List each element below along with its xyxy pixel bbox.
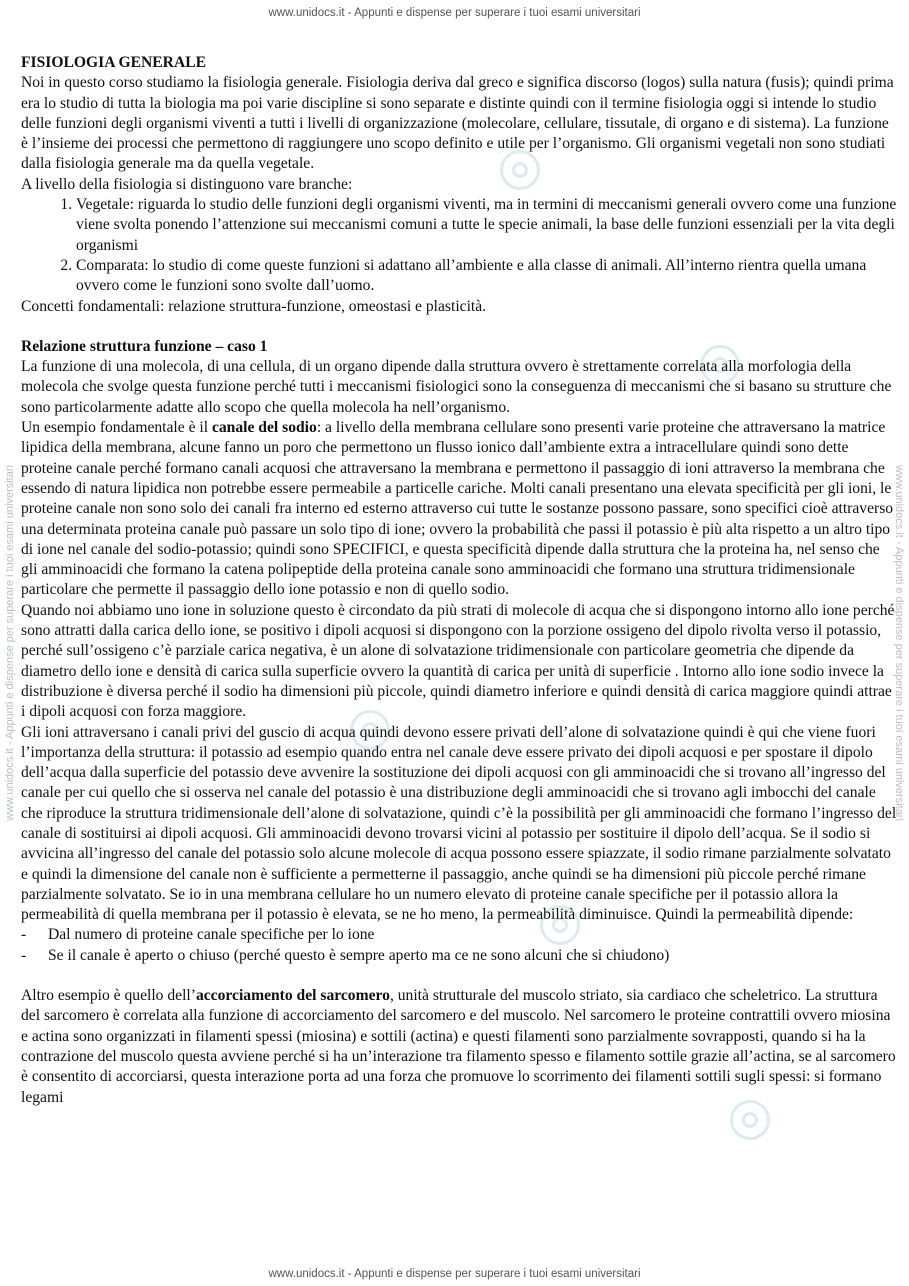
intro-paragraph: Noi in questo corso studiamo la fisiologia generale. Fisiologia deriva dal greco e significa discorso (logos) sulla natura (fusis); quindi prima era lo studio di tutta la biologia ma poi varie discipline si sono separate e distinte quindi con il termine fisiologia oggi si intende lo studio delle funzioni degli organismi viventi a tutti i livelli di organizzazione (molecolare, cellulare, tissutale, di organo e di sistema). La funzione è l’insieme dei processi che permettono di raggiungere uno scopo definito e utile per l’organismo. Gli organismi vegetali non sono studiati dalla fisiologia generale ma da quella vegetale. — [21, 74, 894, 173]
keyword: accorciamento del sarcomero — [195, 987, 390, 1005]
document-title: FISIOLOGIA GENERALE — [21, 54, 207, 71]
paragraph: Quando noi abbiamo uno ione in soluzione questo è circondato da più strati di molecole di acqua che si dispongono intorno allo ione perché sono attratti dalla carica dello ione, se positivo i dipoli acquosi si dispongono con la porzione ossigeno del dipolo rivolta verso il potassio, perché sull’ossigeno c’è parziale carica negativa, è un alone di solvatazione tridimensionale con particolare geometria che dipende da diametro dello ione e densità di carica sulla superficie ovvero la quantità di carica per unità di superficie . Intorno allo ione sodio invece la distribuzione è diversa perché il sodio ha dimensioni più piccole, quindi diametro inferiore e quindi densità di carica maggiore quindi attrae i dipoli acquosi con forza maggiore. — [21, 601, 895, 721]
paragraph: Gli ioni attraversano i canali privi del guscio di acqua quindi devono essere privati dell’alone di solvatazione quindi è qui che viene fuori l’importanza della struttura: il potassio ad esempio quando entra nel canale deve essere privato dei dipoli acquosi e per spostare il dipolo dell’acqua dalla superficie del potassio deve avvenire la sostituzione dei dipoli acquosi con gli amminoacidi che si trovano all’ingresso del canale per cui quello che si osserva nel canale del potassio è una distribuzione degli amminoacidi che si trovano agli imbocchi del canale che riproduce la struttura tridimensionale dell’alone di solvatazione, quindi c’è la possibilità per gli amminoacidi che formano l’ingresso del canale di sostituirsi ai dipoli acquosi. Gli amminoacidi devono trovarsi vicini al potassio per sostituire il dipolo dell’acqua. Se il sodio si avvicina all’ingresso del canale del potassio solo alcune molecole di acqua possono essere spiazzate, il sodio rimane parzialmente solvatato e quindi la dimensione del canale non è sufficiente a permetterne il passaggio, anche quindi se ha dimensioni più piccole perché rimane parzialmente solvatato. Se io in una membrana cellulare ho un numero elevato di proteine canale specifiche per il potassio allora la permeabilità di quella membrana per il potassio è elevata, se ne ho meno, la permeabilità diminuisce. Quindi la permeabilità dipende: — [21, 723, 897, 924]
list-item: 2. Comparata: lo studio di come queste funzioni si adattano all’ambiente e alla classe di animali. All’interno rientra quella umana ovvero come le funzioni sono svolte dall’uomo. — [76, 256, 899, 297]
side-watermark-left: www.unidocs.it - Appunti e dispense per superare i tuoi esami universitari — [4, 465, 16, 821]
list-item: - Se il canale è aperto o chiuso (perché questo è sempre aperto ma ce ne sono alcuni che si chiudono) — [48, 946, 899, 966]
paragraph — [21, 986, 899, 1108]
text-run: , unità strutturale del muscolo striato, sia cardiaco che scheletrico. La struttura del sarcomero è correlata alla funzione di accorciamento del sarcomero e del muscolo. Nel sarcomero le proteine contrattili ovvero miosina e actina sono organizzati in filamenti spessi (miosina) e sottili (actina) e questi filamenti sono parzialmente sovrapposti, quando si ha la contrazione del muscolo questa avviene perché si ha un’interazione tra filamento spesso e filamento sottile grazie all’actina, se al sarcomero è consentito di accorciarsi, questa interazione porta ad una forza che promuove lo scorrimento dei filamenti sottili sugli spessi: si formano legami — [21, 987, 896, 1106]
section-heading: Relazione struttura funzione – caso 1 — [21, 337, 268, 355]
concepts-line: Concetti fondamentali: relazione struttura-funzione, omeostasi e plasticità. — [21, 297, 487, 315]
list-item: 1. Vegetale: riguarda lo studio delle funzioni degli organismi viventi, ma in termini di meccanismi generali ovvero come una funzione viene svolta ponendo l’attenzione sui meccanismi comuni a tutte le specie animali, la base delle funzioni essenziali per la vita degli organismi — [76, 195, 899, 256]
document-body — [21, 53, 899, 1108]
branches-lead: A livello della fisiologia si distinguono vare branche: — [21, 175, 353, 193]
side-watermark-right: www.unidocs.it - Appunti e dispense per superare i tuoi esami universitari — [893, 465, 905, 821]
page-header-watermark: www.unidocs.it - Appunti e dispense per superare i tuoi esami universitari — [268, 7, 641, 19]
paragraph: La funzione di una molecola, di una cellula, di un organo dipende dalla struttura ovvero è strettamente correlata alla morfologia della molecola che svolge questa funzione perché tutti i meccanismi fisiologici sono la conseguenza di meccanismi che si basano su strutture che sono particolarmente adatte allo scopo che quella molecola ha nell’organismo. — [21, 358, 892, 416]
keyword: canale del sodio — [211, 419, 317, 437]
list-item: - Dal numero di proteine canale specifiche per lo ione — [48, 925, 899, 945]
permeability-list — [21, 925, 899, 966]
text-run: Altro esempio è quello dell’ — [21, 987, 196, 1005]
text-run: : a livello della membrana cellulare sono presenti varie proteine che attraversano la matrice lipidica della membrana, alcune fanno un poro che permettono un flusso ionico dall’ambiente extra a intracellulare quindi sono dette proteine canale perché formano canali acquosi che attraversano la membrana e permettono il passaggio di ioni attraverso la membrana che essendo di natura lipidica non potrebbe essere permeabile a particelle cariche. Molti canali presentano una elevata specificità per gli ioni, le proteine canale non sono solo dei canali fra interno ed esterno attraverso cui tutte le sostanze possono passare, sono specifici cioè attraverso una determinata proteina canale può passare un solo tipo di ione; ovvero la probabilità che passi il potassio è più alta rispetto a un altro tipo di ione nel canale del sodio-potassio; quindi sono SPECIFICI, e questa specificità dipende dalla struttura che la proteina ha, nel senso che gli amminoacidi che formano la catena polipeptide della proteina canale sono amminoacidi che formano una struttura tridimensionale particolare che permette il passaggio dello ione potassio e non di quello sodio. — [21, 419, 894, 599]
text-run: Un esempio fondamentale è il — [21, 419, 212, 437]
branches-list — [21, 195, 899, 296]
paragraph — [21, 418, 899, 601]
page-footer-watermark: www.unidocs.it - Appunti e dispense per superare i tuoi esami universitari — [268, 1268, 641, 1280]
